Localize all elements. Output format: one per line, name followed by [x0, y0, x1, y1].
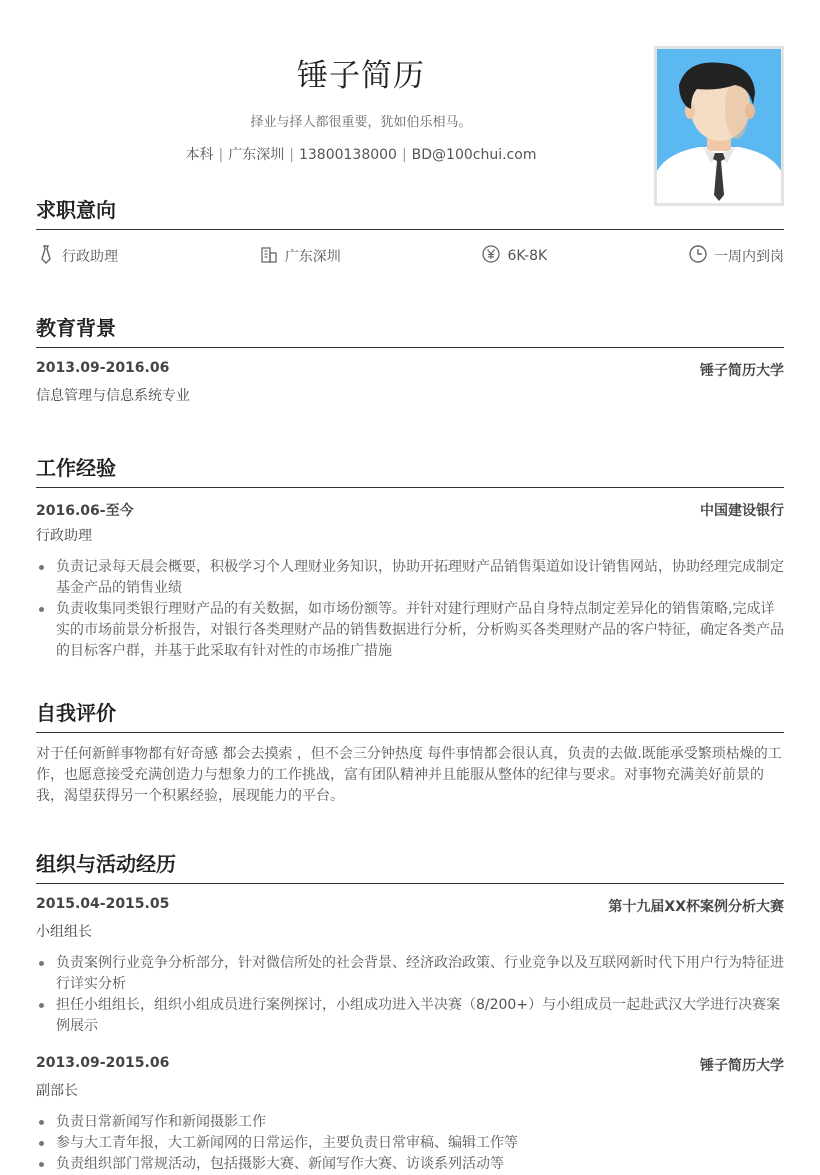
entry-date: 2013.09-2015.06 [36, 1055, 170, 1071]
avatar [654, 46, 784, 206]
bullet-list [36, 1112, 784, 1175]
location: 广东深圳 [228, 147, 285, 163]
entry-header [36, 1055, 784, 1075]
entry-org: 锤子简历大学 [700, 1058, 784, 1074]
intent-label: 一周内到岗 [713, 249, 784, 265]
bullet-list [36, 557, 784, 662]
divider: | [218, 147, 224, 163]
section-title: 工作经验 [36, 452, 784, 488]
entry-date: 2016.06-至今 [36, 503, 134, 519]
entry-date: 2013.09-2016.06 [36, 360, 170, 376]
entry-school: 锤子简历大学 [700, 363, 784, 379]
entry-header [36, 500, 784, 520]
tie-icon [36, 244, 62, 268]
intent-label: 6K-8K [507, 248, 548, 264]
section-work [36, 452, 784, 662]
intent-label: 广东深圳 [284, 249, 341, 265]
divider: | [289, 147, 294, 163]
yen-icon [481, 244, 507, 268]
list-item: 负责收集同类银行理财产品的有关数据，如市场份额等。并针对建行理财产品自身特点制定差异化的销售策略,完成详实的市场前景分析报告，对银行各类理财产品的销售数据进行分析，分析购买各类理财产品的客户特征，确定各类产品的目标客户群，并基于此采取有针对性的市场推广措施 [36, 599, 784, 662]
entry-role: 副部长 [36, 1083, 78, 1099]
entry-role: 小组组长 [36, 924, 92, 940]
list-item: 参与大工青年报，大工新闻网的日常运作，主要负责日常审稿、编辑工作等 [36, 1133, 784, 1154]
section-job-intent [36, 194, 784, 268]
email: BD@100chui.com [411, 147, 537, 163]
entry-date: 2015.04-2015.05 [36, 896, 170, 912]
section-self-evaluation [36, 697, 784, 807]
section-activities [36, 848, 784, 1175]
self-evaluation-text: 对于任何新鲜事物都有好奇感 都会去摸索 ，但不会三分钟热度 每件事情都会很认真，负责的去做.既能承受繁琐枯燥的工作，也愿意接受充满创造力与想象力的工作挑战，富有团队精神并且能服从整体的纪律与要求。对事物充满美好前景的我，渴望获得另一个积累经验，展现能力的平台。 [36, 746, 782, 804]
motto: 择业与择人都很重要，犹如伯乐相马。 [250, 115, 472, 130]
intent-availability [688, 244, 784, 268]
entry-company: 中国建设银行 [700, 503, 784, 519]
intent-position [36, 244, 118, 268]
section-title: 组织与活动经历 [36, 848, 784, 884]
bullet-list [36, 953, 784, 1037]
contact-line [36, 144, 686, 164]
intent-label: 行政助理 [62, 249, 118, 265]
section-title: 自我评价 [36, 697, 784, 733]
intent-city [259, 244, 341, 268]
section-education [36, 312, 784, 405]
entry-role: 行政助理 [36, 528, 92, 544]
avatar-illustration [657, 49, 781, 203]
intent-salary [481, 244, 547, 268]
intent-row [36, 244, 784, 268]
list-item: 负责日常新闻写作和新闻摄影工作 [36, 1112, 784, 1133]
divider: | [401, 147, 407, 163]
entry-header [36, 896, 784, 916]
list-item: 负责记录每天晨会概要，积极学习个人理财业务知识，协助开拓理财产品销售渠道如设计销售网站，协助经理完成制定基金产品的销售业绩 [36, 557, 784, 599]
clock-icon [688, 244, 714, 268]
list-item: 担任小组组长，组织小组成员进行案例探讨，小组成功进入半决赛（8/200+）与小组成员一起赴武汉大学进行决赛案例展示 [36, 995, 784, 1037]
section-title: 求职意向 [36, 194, 784, 230]
section-title: 教育背景 [36, 312, 784, 348]
degree: 本科 [185, 147, 214, 163]
list-item: 负责组织部门常规活动，包括摄影大赛、新闻写作大赛、访谈系列活动等 [36, 1154, 784, 1175]
entry-header [36, 360, 784, 380]
building-icon [259, 244, 285, 268]
list-item: 负责案例行业竞争分析部分，针对微信所处的社会背景、经济政治政策、行业竞争以及互联网新时代下用户行为特征进行详实分析 [36, 953, 784, 995]
resume-header [36, 48, 686, 164]
entry-major: 信息管理与信息系统专业 [36, 388, 190, 404]
candidate-name: 锤子简历 [297, 58, 425, 94]
entry-org: 第十九届XX杯案例分析大赛 [608, 899, 784, 915]
phone: 13800138000 [298, 147, 397, 163]
